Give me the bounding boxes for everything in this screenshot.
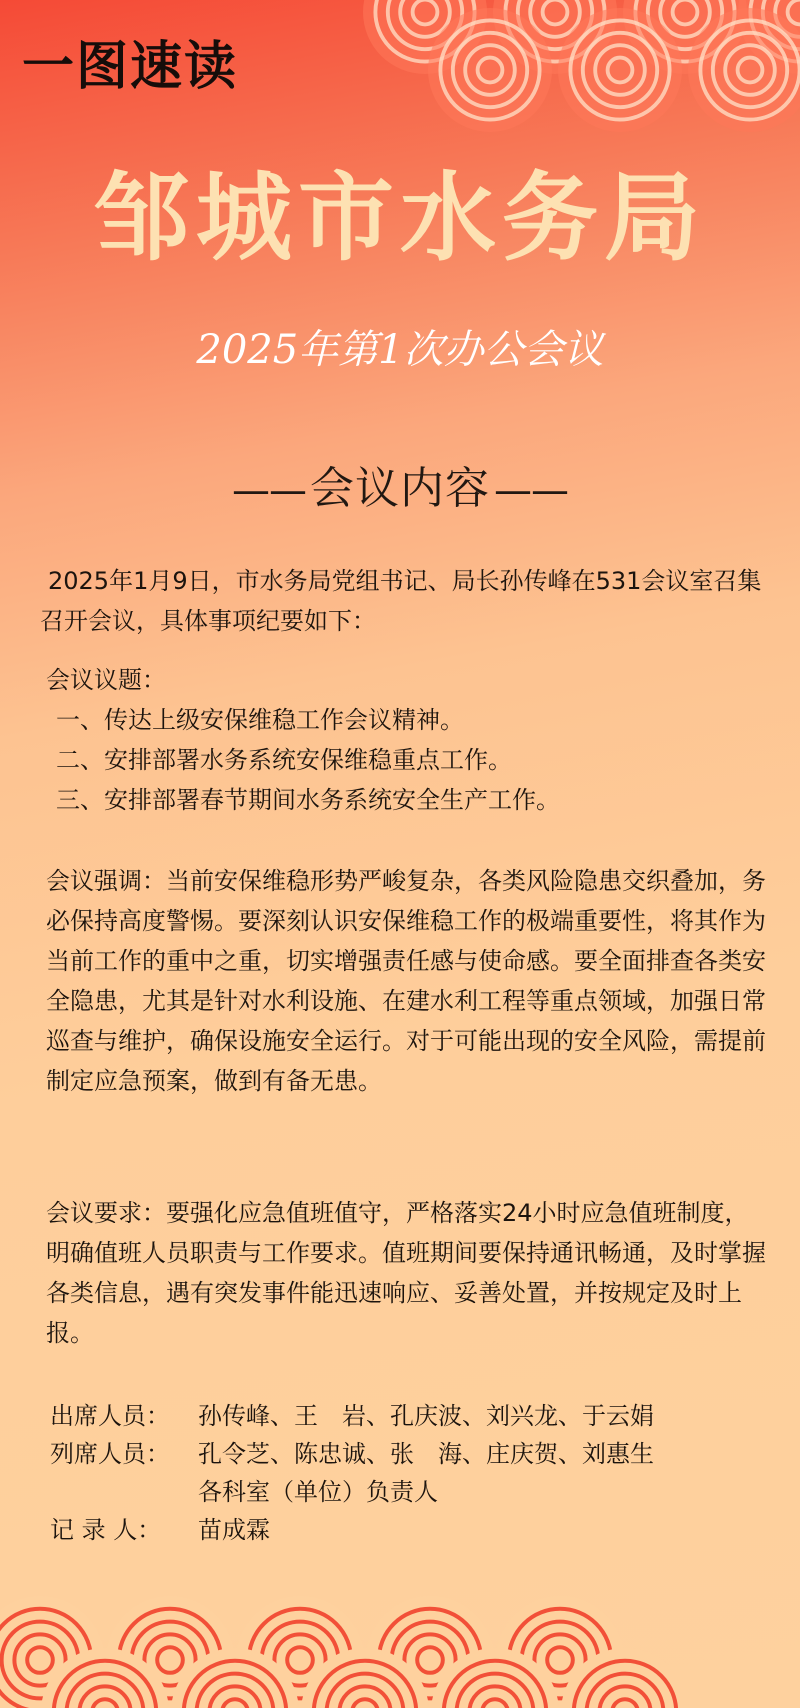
topic-item: 一、传达上级安保维稳工作会议精神。 <box>56 706 464 734</box>
top-cloud-arcs <box>363 0 800 132</box>
observers-names: 孔令芝、陈忠诚、张 海、庄庆贺、刘惠生 <box>198 1440 654 1468</box>
attendees-names: 孙传峰、王 岩、孔庆波、刘兴龙、于云娟 <box>198 1402 654 1430</box>
brand-label: 一图速读 <box>22 36 239 97</box>
cloud-arc <box>738 0 800 74</box>
observers-label: 列席人员： <box>50 1440 170 1468</box>
cloud-arc <box>41 1648 169 1708</box>
cloud-arc <box>0 1596 104 1708</box>
recorder-row <box>50 1511 654 1549</box>
attendees-row <box>50 1397 654 1435</box>
topic-item: 三、安排部署春节期间水务系统安全生产工作。 <box>56 786 560 814</box>
organization-title: 邹城市水务局 <box>94 162 706 274</box>
cloud-arc <box>428 8 552 132</box>
recorder-label: 记 录 人： <box>50 1516 162 1544</box>
meeting-title: 2025年第1次办公会议 <box>196 327 604 373</box>
cloud-arc <box>171 1648 299 1708</box>
topics-block <box>40 660 770 820</box>
cloud-arc <box>623 0 747 74</box>
requirements-paragraph: 会议要求：要强化应急值班值守，严格落实24小时应急值班制度，明确值班人员职责与工作要求。值班期间要保持通讯畅通，及时掌握各类信息，遇有突发事件能迅速响应、妥善处置，并按规定及时上报。 <box>46 1199 766 1347</box>
topic-item: 二、安排部署水务系统安保维稳重点工作。 <box>56 746 512 774</box>
people-list <box>50 1397 654 1549</box>
heading-dash-right: —— <box>494 468 568 512</box>
cloud-arc <box>301 1648 429 1708</box>
heading-dash-left: —— <box>232 468 306 512</box>
cloud-arc <box>496 1596 624 1708</box>
cloud-arc <box>493 0 617 74</box>
cloud-arc <box>688 8 800 132</box>
cloud-arc <box>366 1596 494 1708</box>
attendees-label: 出席人员： <box>50 1402 170 1430</box>
emphasis-paragraph: 会议强调：当前安保维稳形势严峻复杂，各类风险隐患交织叠加，务必保持高度警惕。要深刻认识安保维稳工作的极端重要性，将其作为当前工作的重中之重，切实增强责任感与使命感。要全面排查各类安全隐患，尤其是针对水利设施、在建水利工程等重点领域，加强日常巡查与维护，确保设施安全运行。对于可能出现的安全风险，需提前制定应急预案，做到有备无患。 <box>46 867 766 1095</box>
topics-heading: 会议议题： <box>46 666 166 694</box>
cloud-arc <box>236 1596 364 1708</box>
cloud-arc <box>431 1648 559 1708</box>
cloud-arc <box>558 8 682 132</box>
cloud-arc <box>106 1596 234 1708</box>
heading-label: 会议内容 <box>310 463 490 514</box>
cloud-arc <box>363 0 487 74</box>
cloud-arc <box>561 1648 689 1708</box>
observers-row <box>50 1435 654 1511</box>
section-heading <box>0 452 800 516</box>
recorder-name: 苗成霖 <box>198 1516 270 1544</box>
intro-paragraph: 2025年1月9日，市水务局党组书记、局长孙传峰在531会议室召集召开会议，具体事项纪要如下： <box>40 567 762 635</box>
observers-units: 各科室（单位）负责人 <box>198 1478 438 1506</box>
bottom-cloud-arcs <box>0 1596 689 1708</box>
